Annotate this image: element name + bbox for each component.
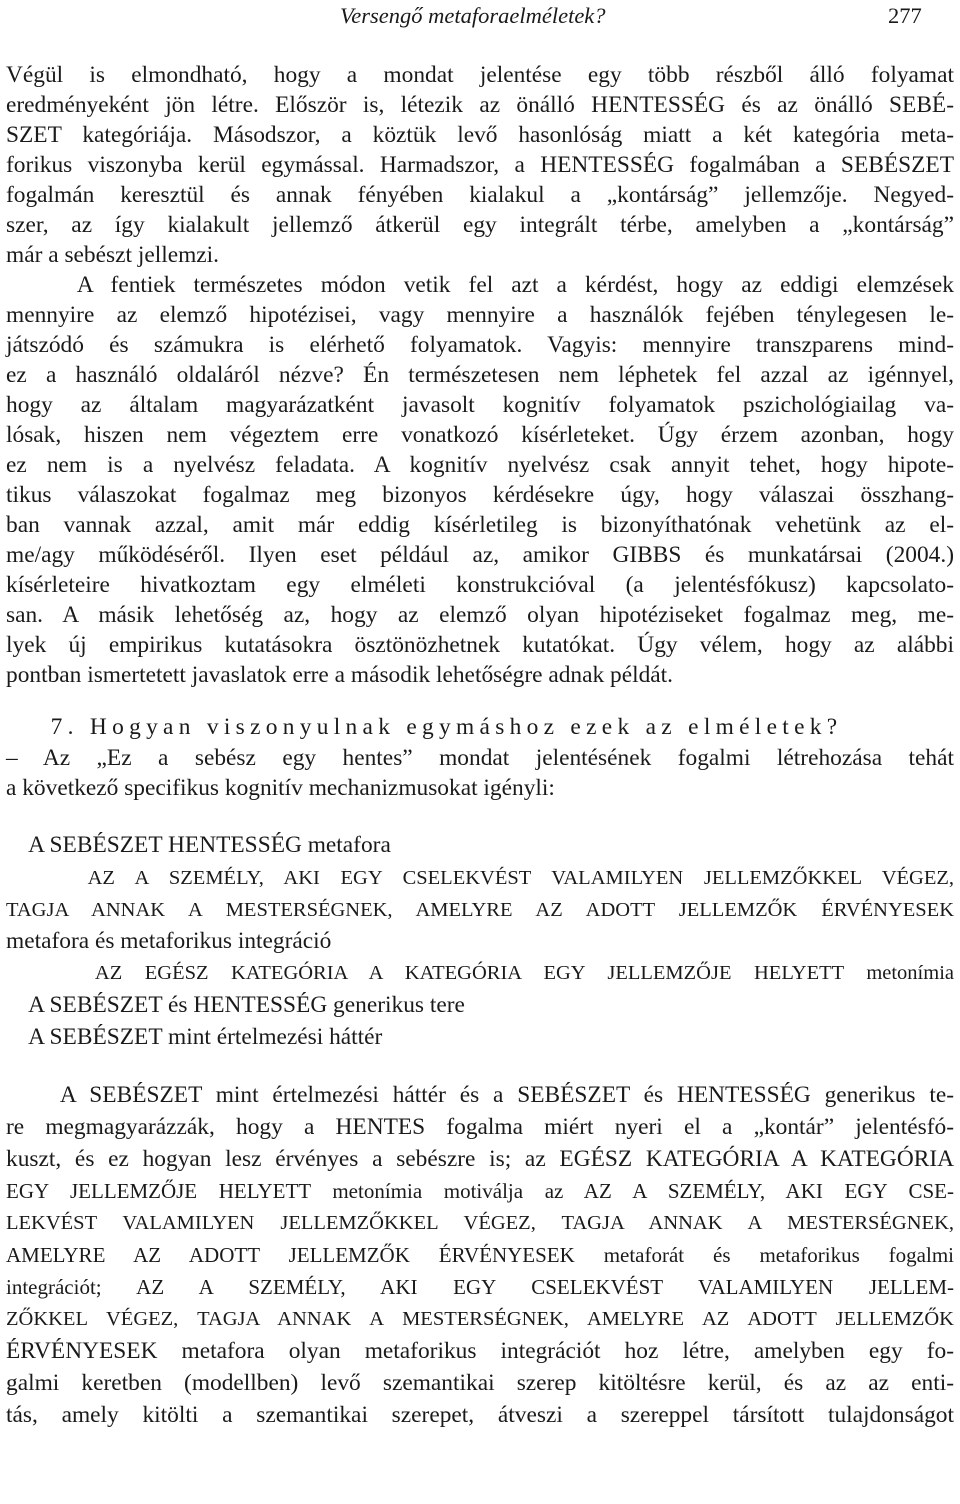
paragraph-line: san. A másik lehetőség az, hogy az elemző olyan hipotéziseket fogalmaz meg, me- bbox=[6, 602, 954, 628]
paragraph-line: pontban ismertetett javaslatok erre a második lehetőségre adnak példát. bbox=[6, 662, 674, 688]
paragraph-line: fogalmán keresztül és annak fényében kialakul a „kontárság” jellemzője. Negyed- bbox=[6, 182, 954, 208]
paragraph-line: me/agy működéséről. Ilyen eset például az, amikor GIBBS és munkatársai (2004.) bbox=[6, 542, 954, 568]
paragraph-line: játszódó és számukra is elérhető folyamatok. Vagyis: mennyire transzparens mind- bbox=[6, 332, 954, 358]
paragraph-line: integrációt; AZ A SZEMÉLY, AKI EGY CSELEKVÉST VALAMILYEN JELLEM- bbox=[6, 1275, 954, 1299]
paragraph-line: eredményeként jön létre. Először is, létezik az önálló HENTESSÉG és az önálló SEBÉ- bbox=[6, 92, 954, 118]
paragraph-line: forikus viszonyba kerül egymással. Harmadszor, a HENTESSÉG fogalmában a SEBÉSZET bbox=[6, 152, 954, 178]
paragraph-line: A fentiek természetes módon vetik fel azt a kérdést, hogy az eddigi elemzések bbox=[6, 272, 954, 298]
paragraph-line: ez nem is a nyelvész feladata. A kognitív nyelvész csak annyit tehet, hogy hipote- bbox=[6, 452, 954, 478]
page-number: 277 bbox=[888, 3, 922, 28]
paragraph-line: hogy az általam magyarázatként javasolt kognitív folyamatok pszichológiailag va- bbox=[6, 392, 954, 418]
running-header-title: Versengő metaforaelméletek? bbox=[340, 3, 606, 28]
paragraph-line: EGY JELLEMZŐJE HELYETT metonímia motiválja az AZ A SZEMÉLY, AKI EGY CSE- bbox=[6, 1179, 954, 1203]
paragraph-line: – Az „Ez a sebész egy hentes” mondat jelentésének fogalmi létrehozása tehát bbox=[6, 745, 954, 771]
paragraph-line: lósak, hiszen nem végeztem erre vonatkozó kísérleteket. Úgy érzem azonban, hogy bbox=[6, 422, 954, 448]
paragraph-line: ban vannak azzal, amit már eddig kísérletileg is bizonyíthatónak vehetünk az el- bbox=[6, 512, 954, 538]
paragraph-line: Végül is elmondható, hogy a mondat jelentése egy több részből álló folyamat bbox=[6, 62, 954, 88]
paragraph-line: AMELYRE AZ ADOTT JELLEMZŐK ÉRVÉNYESEK metaforát és metaforikus fogalmi bbox=[6, 1243, 954, 1267]
mechanism-item: metafora és metaforikus integráció bbox=[6, 928, 332, 954]
paragraph-line: szer, az így kialakult jellemző átkerül egy integrált térbe, amelyben a „kontárság” bbox=[6, 212, 954, 238]
paragraph-line: kuszt, és ez hogyan lesz érvényes a sebészre is; az EGÉSZ KATEGÓRIA A KATEGÓRIA bbox=[6, 1146, 954, 1172]
paragraph-line: ÉRVÉNYESEK metafora olyan metaforikus integrációt hoz létre, amelyben egy fo- bbox=[6, 1338, 954, 1364]
paragraph-line: re megmagyarázzák, hogy a HENTES fogalma miért nyeri el a „kontár” jelentésfó- bbox=[6, 1114, 954, 1140]
paragraph-line: SZET kategóriája. Másodszor, a köztük levő hasonlóság miatt a két kategória meta- bbox=[6, 122, 954, 148]
paragraph-line: lyek új empirikus kutatásokra ösztönözhetnek kutatókat. Úgy vélem, hogy az alábbi bbox=[6, 632, 954, 658]
paragraph-line: a következő specifikus kognitív mechanizmusokat igényli: bbox=[6, 775, 555, 801]
paragraph-line: kísérleteire hivatkoztam egy elméleti konstrukcióval (a jelentésfókusz) kapcsolato- bbox=[6, 572, 954, 598]
section-heading: 7. Hogyan viszonyulnak egymáshoz ezek az elméletek? bbox=[6, 714, 843, 740]
paragraph-line: tikus válaszokat fogalmaz meg bizonyos kérdésekre úgy, hogy válaszai összhang- bbox=[6, 482, 954, 508]
paragraph-line: galmi keretben (modellben) levő szemantikai szerep kitöltésre kerül, és az az enti- bbox=[6, 1370, 954, 1396]
mechanism-item: AZ EGÉSZ KATEGÓRIA A KATEGÓRIA EGY JELLEMZŐJE HELYETT metonímia bbox=[6, 962, 954, 984]
mechanism-item: A SEBÉSZET és HENTESSÉG generikus tere bbox=[6, 992, 465, 1018]
mechanism-item: TAGJA ANNAK A MESTERSÉGNEK, AMELYRE AZ ADOTT JELLEMZŐK ÉRVÉNYESEK bbox=[6, 899, 954, 921]
paragraph-line: tás, amely kitölti a szemantikai szerepet, átveszi a szereppel társított tulajdonságot bbox=[6, 1402, 954, 1428]
mechanism-item: A SEBÉSZET mint értelmezési háttér bbox=[6, 1024, 383, 1050]
paragraph-line: A SEBÉSZET mint értelmezési háttér és a SEBÉSZET és HENTESSÉG generikus te- bbox=[6, 1082, 954, 1108]
paragraph-line: mennyire az elemző hipotézisei, vagy mennyire a használók fejében ténylegesen le- bbox=[6, 302, 954, 328]
paragraph-line: már a sebészt jellemzi. bbox=[6, 242, 220, 268]
paragraph-line: ZŐKKEL VÉGEZ, TAGJA ANNAK A MESTERSÉGNEK, AMELYRE AZ ADOTT JELLEMZŐK bbox=[6, 1308, 954, 1330]
paragraph-line: LEKVÉST VALAMILYEN JELLEMZŐKKEL VÉGEZ, TAGJA ANNAK A MESTERSÉGNEK, bbox=[6, 1212, 954, 1234]
mechanism-item: AZ A SZEMÉLY, AKI EGY CSELEKVÉST VALAMILYEN JELLEMZŐKKEL VÉGEZ, bbox=[6, 867, 954, 889]
mechanism-item: A SEBÉSZET HENTESSÉG metafora bbox=[6, 832, 391, 858]
paragraph-line: ez a használó oldaláról nézve? Én természetesen nem léphetek fel azzal az igénnyel, bbox=[6, 362, 954, 388]
